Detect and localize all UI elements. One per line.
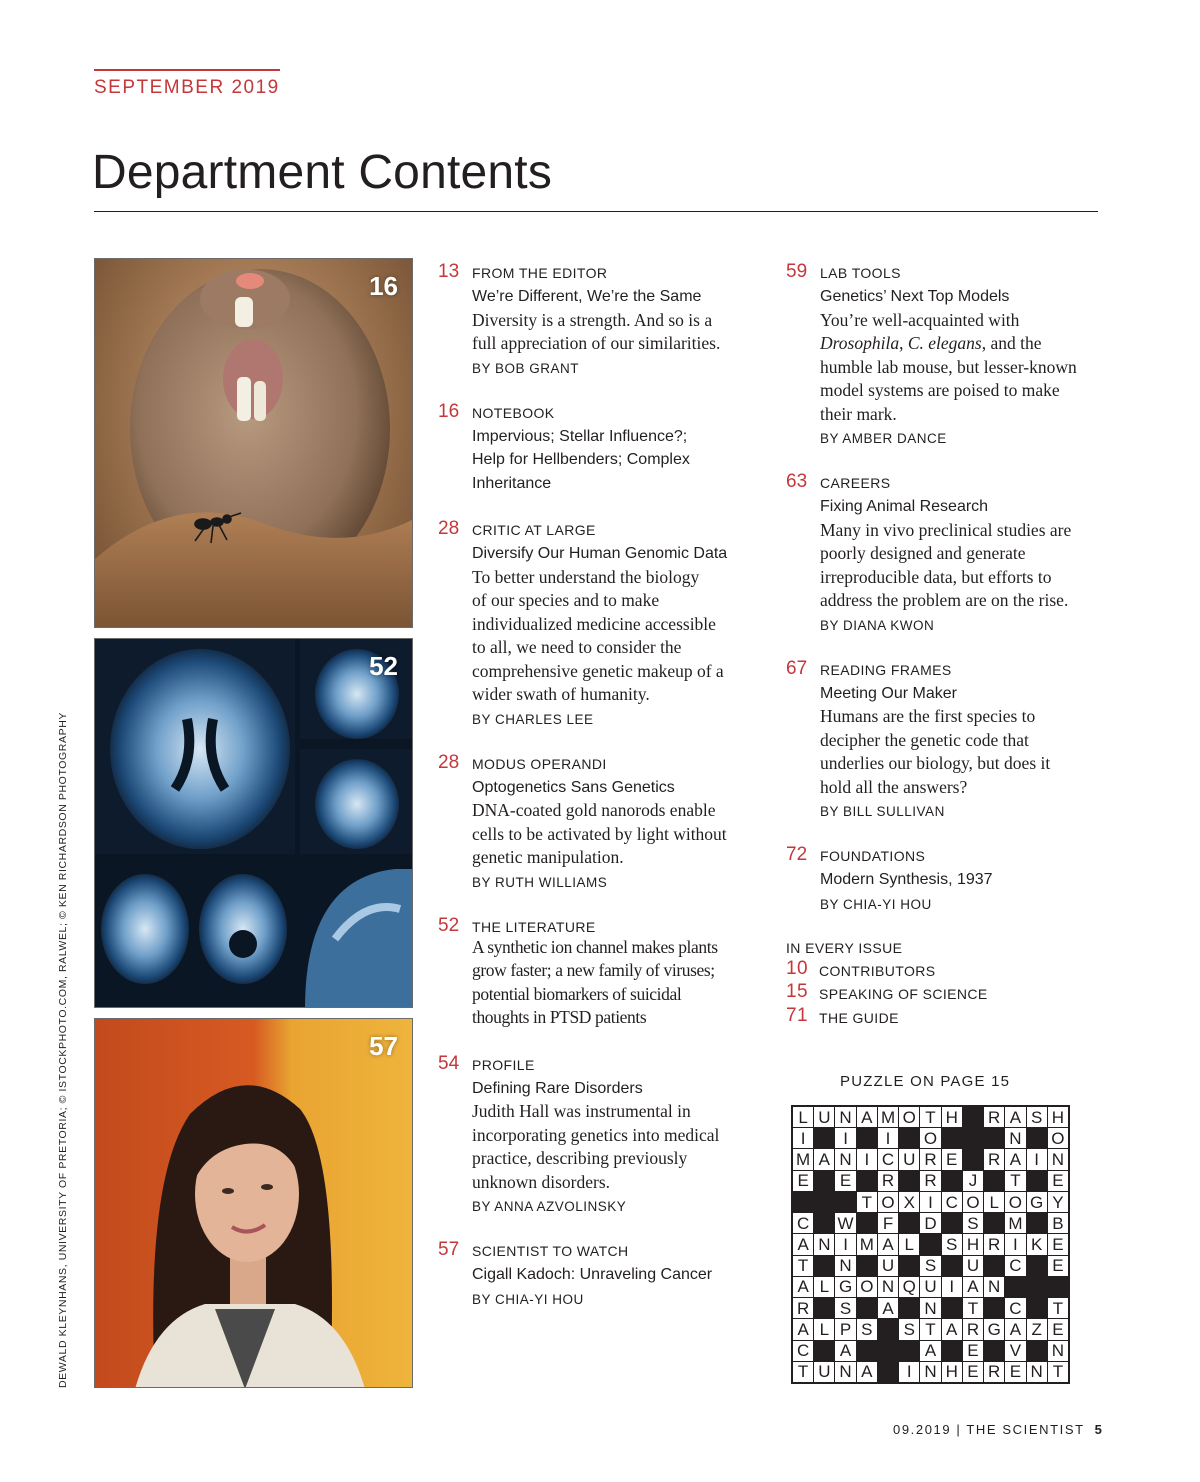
crossword-cell[interactable]: A: [814, 1149, 834, 1169]
crossword-block: [1027, 1213, 1047, 1233]
crossword-cell[interactable]: N: [1048, 1341, 1068, 1361]
article-deck: [820, 519, 1106, 613]
deck-line: full appreciation of our similarities.: [472, 333, 721, 353]
article-headline[interactable]: [472, 425, 768, 496]
crossword-cell[interactable]: E: [835, 1171, 855, 1191]
crossword-cell[interactable]: H: [1048, 1107, 1068, 1127]
deck-line: Diversity is a strength. And so is a: [472, 309, 713, 330]
department-label: FOUNDATIONS: [820, 848, 926, 864]
deck-line: wider swath of humanity.: [472, 684, 650, 704]
crossword-block: [899, 1341, 919, 1361]
crossword-cell[interactable]: O: [857, 1277, 877, 1297]
page-number: 54: [438, 1052, 460, 1074]
byline: BY BOB GRANT: [472, 360, 580, 376]
deck-line: A synthetic ion channel makes plants: [472, 936, 718, 957]
every-issue-section: [786, 940, 1106, 1031]
crossword-cell[interactable]: R: [984, 1107, 1004, 1127]
crossword-cell[interactable]: E: [1048, 1319, 1068, 1339]
crossword-block: [878, 1319, 898, 1339]
crossword-cell[interactable]: V: [1005, 1341, 1025, 1361]
byline: BY RUTH WILLIAMS: [472, 874, 608, 890]
page-number: 63: [786, 471, 808, 492]
crossword-cell[interactable]: X: [899, 1192, 919, 1212]
crossword-cell[interactable]: S: [963, 1213, 983, 1233]
deck-line: You’re well-acquainted with: [820, 309, 1020, 330]
crossword-cell[interactable]: I: [835, 1128, 855, 1148]
crossword-cell[interactable]: C: [1005, 1256, 1025, 1276]
article-headline[interactable]: Optogenetics Sans Genetics: [472, 778, 675, 796]
crossword-cell[interactable]: N: [1005, 1128, 1025, 1148]
crossword-cell[interactable]: L: [899, 1234, 919, 1254]
crossword-cell[interactable]: A: [793, 1234, 813, 1254]
deck-line: Many in vivo preclinical studies are: [820, 519, 1072, 540]
article-deck: [472, 799, 768, 870]
crossword-block: [814, 1171, 834, 1191]
byline: BY ANNA AZVOLINSKY: [472, 1199, 627, 1214]
deck-line: decipher the genetic code that: [820, 729, 1029, 750]
contents-entry-lab-tools[interactable]: [786, 261, 1106, 448]
crossword-cell[interactable]: E: [1048, 1171, 1068, 1191]
crossword-cell[interactable]: S: [1027, 1107, 1047, 1127]
crossword-block: [942, 1128, 962, 1148]
deck-line: Humans are the first species to: [820, 706, 1036, 726]
every-issue-item-the-guide[interactable]: [786, 1004, 1106, 1031]
crossword-block: [1027, 1128, 1047, 1148]
contents-column-right: [786, 261, 1106, 1030]
page-number: 59: [786, 261, 808, 282]
crossword-cell[interactable]: S: [857, 1319, 877, 1339]
contents-entry-from-the-editor[interactable]: [438, 261, 768, 378]
crossword-cell[interactable]: E: [793, 1171, 813, 1191]
page-footer: [893, 1422, 1104, 1437]
crossword-block: [857, 1256, 877, 1276]
page-number: 10: [786, 957, 808, 979]
crossword-block: [1048, 1277, 1068, 1297]
crossword-cell[interactable]: O: [899, 1107, 919, 1127]
crossword-block: [1027, 1341, 1047, 1361]
crossword-block: [857, 1341, 877, 1361]
crossword-block: [835, 1192, 855, 1212]
crossword-cell[interactable]: A: [793, 1277, 813, 1297]
crossword-cell[interactable]: I: [1005, 1234, 1025, 1254]
crossword-block: [1027, 1277, 1047, 1297]
crossword-cell[interactable]: I: [899, 1362, 919, 1382]
contents-entry-foundations[interactable]: [786, 844, 1106, 914]
crossword-cell[interactable]: A: [1005, 1319, 1025, 1339]
crossword-cell[interactable]: A: [793, 1319, 813, 1339]
crossword-cell[interactable]: R: [984, 1149, 1004, 1169]
crossword-cell[interactable]: N: [878, 1277, 898, 1297]
puzzle-title: PUZZLE ON PAGE 15: [840, 1073, 1011, 1090]
crossword-block: [942, 1341, 962, 1361]
crossword-cell[interactable]: T: [920, 1319, 940, 1339]
crossword-cell[interactable]: T: [920, 1107, 940, 1127]
every-issue-label: SPEAKING OF SCIENCE: [819, 986, 988, 1002]
article-deck: [472, 1100, 768, 1194]
crossword-cell[interactable]: R: [984, 1234, 1004, 1254]
crossword-block: [942, 1213, 962, 1233]
crossword-cell[interactable]: C: [942, 1192, 962, 1212]
crossword-cell[interactable]: U: [878, 1256, 898, 1276]
every-issue-label: THE GUIDE: [819, 1009, 899, 1026]
crossword-cell[interactable]: N: [835, 1362, 855, 1382]
crossword-block: [899, 1128, 919, 1148]
department-label: MODUS OPERANDI: [472, 755, 607, 772]
deck-line: incorporating genetics into medical: [472, 1124, 720, 1145]
crossword-block: [814, 1128, 834, 1148]
crossword-cell[interactable]: A: [878, 1298, 898, 1318]
crossword-cell[interactable]: U: [920, 1277, 940, 1297]
crossword-cell[interactable]: H: [963, 1234, 983, 1254]
crossword-block: [942, 1298, 962, 1318]
crossword-cell[interactable]: A: [857, 1107, 877, 1127]
crossword-block: [942, 1171, 962, 1191]
crossword-block: [814, 1213, 834, 1233]
crossword-cell[interactable]: C: [793, 1213, 813, 1233]
byline: BY AMBER DANCE: [820, 431, 947, 446]
page-number: 52: [438, 914, 460, 936]
crossword-cell[interactable]: N: [835, 1149, 855, 1169]
crossword-block: [814, 1298, 834, 1318]
crossword-cell[interactable]: G: [984, 1319, 1004, 1339]
crossword-block: [814, 1192, 834, 1212]
contents-entry-profile[interactable]: [438, 1052, 768, 1217]
department-label: CAREERS: [820, 475, 891, 491]
deck-line: potential biomarkers of suicidal: [472, 983, 682, 1004]
crossword-cell[interactable]: A: [878, 1234, 898, 1254]
crossword-cell[interactable]: E: [1005, 1362, 1025, 1382]
crossword-cell[interactable]: I: [878, 1128, 898, 1148]
photo-page-number: 16: [369, 271, 398, 301]
crossword-cell[interactable]: A: [920, 1341, 940, 1361]
crossword-block: [1027, 1298, 1047, 1318]
crossword-cell[interactable]: I: [793, 1128, 813, 1148]
byline: BY CHIA-YI HOU: [472, 1291, 584, 1307]
crossword-cell[interactable]: S: [920, 1256, 940, 1276]
crossword-cell[interactable]: O: [878, 1192, 898, 1212]
crossword-cell[interactable]: D: [920, 1213, 940, 1233]
department-label: NOTEBOOK: [472, 404, 555, 421]
deck-line: underlies our biology, but does it: [820, 753, 1051, 773]
crossword-block: [857, 1213, 877, 1233]
page-number: 16: [438, 400, 460, 422]
deck-line: their mark.: [820, 403, 897, 424]
crossword-cell[interactable]: L: [984, 1192, 1004, 1212]
article-headline[interactable]: Diversify Our Human Genomic Data: [472, 545, 728, 562]
crossword-grid[interactable]: [791, 1105, 1070, 1384]
page-title: Department Contents: [92, 146, 553, 199]
deck-line: to all, we need to consider the: [472, 637, 682, 657]
crossword-cell[interactable]: U: [963, 1256, 983, 1276]
crossword-cell[interactable]: K: [1027, 1234, 1047, 1254]
crossword-cell[interactable]: M: [793, 1149, 813, 1169]
deck-line: To better understand the biology: [472, 566, 700, 587]
every-issue-item-speaking-of-science[interactable]: [786, 983, 1106, 1007]
crossword-cell[interactable]: T: [1048, 1298, 1068, 1318]
headline-line: Impervious; Stellar Influence?;: [472, 427, 688, 445]
crossword-cell[interactable]: O: [963, 1192, 983, 1212]
crossword-block: [984, 1171, 1004, 1191]
page-number: 72: [786, 844, 808, 865]
crossword-cell[interactable]: S: [835, 1298, 855, 1318]
photo-credit: DEWALD KLEYNHANS, UNIVERSITY OF PRETORIA; © ISTOCKPHOTO.COM, RALWEL; © KEN RICHARDSON PHOTOGRAPHY: [57, 712, 69, 1388]
photo-page-number: 57: [369, 1031, 398, 1061]
article-headline[interactable]: We’re Different, We’re the Same: [472, 288, 702, 305]
photo-portrait[interactable]: [94, 1018, 413, 1388]
crossword-cell[interactable]: T: [793, 1256, 813, 1276]
page-number: 15: [786, 981, 808, 1002]
byline: BY CHIA-YI HOU: [820, 896, 932, 912]
article-deck: [472, 566, 768, 707]
department-label: READING FRAMES: [820, 661, 952, 678]
deck-line: model systems are poised to make: [820, 380, 1060, 400]
crossword-cell[interactable]: R: [793, 1298, 813, 1318]
department-label: SCIENTIST TO WATCH: [472, 1243, 629, 1259]
article-deck: [820, 309, 1106, 427]
deck-line: address the problem are on the rise.: [820, 590, 1069, 610]
issue-date: SEPTEMBER 2019: [94, 77, 280, 98]
crossword-block: [1027, 1256, 1047, 1276]
page-number: 71: [786, 1004, 808, 1026]
contents-entry-scientist-to-watch[interactable]: [438, 1239, 768, 1309]
deck-line: thoughts in PTSD patients: [472, 1007, 647, 1027]
page-number: 28: [438, 751, 460, 773]
deck-line: hold all the answers?: [820, 776, 968, 797]
deck-line: Judith Hall was instrumental in: [472, 1101, 691, 1121]
crossword-block: [942, 1256, 962, 1276]
crossword-block: [984, 1128, 1004, 1148]
crossword-block: [963, 1107, 983, 1127]
crossword-block: [899, 1171, 919, 1191]
crossword-cell[interactable]: P: [835, 1319, 855, 1339]
crossword-cell[interactable]: T: [1048, 1362, 1068, 1382]
crossword-block: [984, 1341, 1004, 1361]
crossword-cell[interactable]: C: [1005, 1298, 1025, 1318]
crossword-cell[interactable]: N: [835, 1256, 855, 1276]
crossword-cell[interactable]: R: [920, 1171, 940, 1191]
article-headline[interactable]: Defining Rare Disorders: [472, 1079, 643, 1097]
crossword-cell[interactable]: O: [1005, 1192, 1025, 1212]
crossword-cell[interactable]: E: [963, 1362, 983, 1382]
deck-line: DNA-coated gold nanorods enable: [472, 800, 716, 820]
contents-entry-notebook[interactable]: [438, 400, 768, 496]
page-number: 13: [438, 261, 460, 282]
crossword-cell[interactable]: A: [1005, 1107, 1025, 1127]
article-headline[interactable]: Fixing Animal Research: [820, 498, 989, 515]
crossword-cell[interactable]: L: [814, 1319, 834, 1339]
article-headline[interactable]: Cigall Kadoch: Unraveling Cancer: [472, 1266, 713, 1283]
crossword-cell[interactable]: N: [835, 1107, 855, 1127]
crossword-block: [814, 1341, 834, 1361]
crossword-cell[interactable]: Q: [899, 1277, 919, 1297]
crossword-cell[interactable]: N: [920, 1362, 940, 1382]
crossword-cell[interactable]: N: [984, 1277, 1004, 1297]
department-label: LAB TOOLS: [820, 265, 901, 281]
crossword-block: [1027, 1171, 1047, 1191]
department-label: CRITIC AT LARGE: [472, 522, 596, 538]
deck-line: practice, describing previously: [472, 1148, 688, 1168]
crossword-cell[interactable]: I: [942, 1277, 962, 1297]
crossword-cell[interactable]: T: [963, 1298, 983, 1318]
crossword-cell[interactable]: R: [984, 1362, 1004, 1382]
crossword-cell[interactable]: C: [878, 1149, 898, 1169]
issue-rule: [94, 69, 280, 71]
contents-column-middle: [438, 261, 768, 1309]
crossword-cell[interactable]: E: [963, 1341, 983, 1361]
crossword-cell[interactable]: A: [857, 1362, 877, 1382]
page-number: 28: [438, 518, 460, 539]
article-headline[interactable]: Genetics’ Next Top Models: [820, 288, 1010, 305]
crossword-cell[interactable]: J: [963, 1171, 983, 1191]
crossword-block: [963, 1149, 983, 1169]
crossword-block: [878, 1341, 898, 1361]
photo-mole-rat[interactable]: [94, 258, 413, 628]
crossword-cell[interactable]: E: [1048, 1256, 1068, 1276]
crossword-cell[interactable]: Y: [1048, 1192, 1068, 1212]
crossword-block: [814, 1256, 834, 1276]
crossword-cell[interactable]: U: [899, 1149, 919, 1169]
crossword-block: [984, 1298, 1004, 1318]
crossword-cell[interactable]: S: [899, 1319, 919, 1339]
department-label: PROFILE: [472, 1056, 535, 1073]
crossword-block: [878, 1362, 898, 1382]
crossword-block: [1005, 1277, 1025, 1297]
photo-page-number: 52: [369, 651, 398, 681]
crossword-cell[interactable]: G: [1027, 1192, 1047, 1212]
brain-scans-illustration: [95, 639, 413, 1008]
crossword-cell[interactable]: T: [793, 1362, 813, 1382]
every-issue-title: IN EVERY ISSUE: [786, 939, 903, 956]
crossword-cell[interactable]: N: [920, 1298, 940, 1318]
deck-line: comprehensive genetic makeup of a: [472, 660, 724, 681]
crossword-cell[interactable]: I: [857, 1149, 877, 1169]
byline: BY DIANA KWON: [820, 617, 935, 633]
crossword-block: [984, 1256, 1004, 1276]
crossword-cell[interactable]: I: [920, 1192, 940, 1212]
page-number: 67: [786, 657, 808, 679]
article-headline[interactable]: Modern Synthesis, 1937: [820, 871, 993, 888]
crossword-block: [793, 1192, 813, 1212]
crossword-block: [857, 1128, 877, 1148]
deck-line: poorly designed and generate: [820, 543, 1026, 563]
photo-brain-scans[interactable]: [94, 638, 413, 1008]
folio-text: 09.2019 | THE SCIENTIST: [893, 1422, 1085, 1437]
crossword-cell[interactable]: T: [1005, 1171, 1025, 1191]
crossword-cell[interactable]: R: [920, 1149, 940, 1169]
contents-entry-critic-at-large[interactable]: [438, 518, 768, 729]
crossword-cell[interactable]: N: [1048, 1149, 1068, 1169]
headline-line: Inheritance: [472, 474, 552, 492]
crossword-cell[interactable]: C: [793, 1341, 813, 1361]
crossword-cell[interactable]: I: [1027, 1149, 1047, 1169]
deck-line: humble lab mouse, but lesser-known: [820, 356, 1077, 377]
crossword-block: [899, 1213, 919, 1233]
crossword-cell[interactable]: N: [814, 1234, 834, 1254]
contents-entry-reading-frames[interactable]: [786, 657, 1106, 822]
crossword-cell[interactable]: U: [814, 1362, 834, 1382]
every-issue-item-contributors[interactable]: [786, 957, 1106, 984]
byline: BY CHARLES LEE: [472, 711, 594, 727]
crossword-cell[interactable]: M: [1005, 1213, 1025, 1233]
crossword-block: [984, 1213, 1004, 1233]
contents-entry-modus-operandi[interactable]: [438, 751, 768, 892]
folio-page-number: 5: [1094, 1422, 1104, 1437]
crossword-block: [899, 1298, 919, 1318]
crossword-block: [857, 1298, 877, 1318]
article-deck: [472, 936, 768, 1030]
crossword-cell[interactable]: R: [963, 1319, 983, 1339]
crossword-cell[interactable]: E: [942, 1149, 962, 1169]
crossword-cell[interactable]: B: [1048, 1213, 1068, 1233]
deck-line: genetic manipulation.: [472, 847, 624, 867]
deck-line: individualized medicine accessible: [472, 613, 716, 634]
crossword-cell[interactable]: R: [878, 1171, 898, 1191]
department-label: THE LITERATURE: [472, 918, 596, 935]
crossword-cell[interactable]: M: [878, 1107, 898, 1127]
crossword-cell[interactable]: O: [1048, 1128, 1068, 1148]
crossword-cell[interactable]: T: [857, 1192, 877, 1212]
crossword-cell[interactable]: G: [835, 1277, 855, 1297]
contents-entry-careers[interactable]: [786, 471, 1106, 635]
crossword-cell[interactable]: H: [942, 1362, 962, 1382]
title-rule: [94, 211, 1098, 212]
deck-line: unknown disorders.: [472, 1171, 611, 1192]
byline: BY BILL SULLIVAN: [820, 804, 945, 819]
deck-line: cells to be activated by light without: [472, 823, 727, 844]
portrait-illustration: [95, 1019, 413, 1388]
crossword-cell[interactable]: A: [1005, 1149, 1025, 1169]
deck-line: Drosophila, C. elegans, and the: [820, 333, 1042, 353]
crossword-cell[interactable]: H: [942, 1107, 962, 1127]
crossword-cell[interactable]: A: [963, 1277, 983, 1297]
crossword-block: [963, 1128, 983, 1148]
department-label: FROM THE EDITOR: [472, 265, 608, 281]
crossword-cell[interactable]: E: [1048, 1234, 1068, 1254]
crossword-cell[interactable]: L: [793, 1107, 813, 1127]
crossword-cell[interactable]: S: [942, 1234, 962, 1254]
contents-entry-the-literature[interactable]: [438, 914, 768, 1030]
page-number: 57: [438, 1239, 460, 1260]
crossword-block: [920, 1234, 940, 1254]
crossword-cell[interactable]: O: [920, 1128, 940, 1148]
crossword-cell[interactable]: U: [814, 1107, 834, 1127]
mole-rat-illustration: [95, 259, 413, 628]
article-deck: [472, 309, 768, 356]
every-issue-label: CONTRIBUTORS: [819, 962, 936, 979]
headline-line: Help for Hellbenders; Complex: [472, 451, 690, 468]
crossword-block: [857, 1171, 877, 1191]
crossword-cell[interactable]: A: [835, 1341, 855, 1361]
crossword-cell[interactable]: W: [835, 1213, 855, 1233]
crossword-cell[interactable]: L: [814, 1277, 834, 1297]
deck-line: of our species and to make: [472, 590, 660, 610]
crossword-cell[interactable]: Z: [1027, 1319, 1047, 1339]
crossword-block: [899, 1256, 919, 1276]
crossword-cell[interactable]: F: [878, 1213, 898, 1233]
crossword-cell[interactable]: I: [835, 1234, 855, 1254]
deck-line: irreproducible data, but efforts to: [820, 566, 1052, 587]
deck-line: grow faster; a new family of viruses;: [472, 960, 715, 980]
crossword-cell[interactable]: M: [857, 1234, 877, 1254]
crossword-cell[interactable]: A: [942, 1319, 962, 1339]
article-deck: [820, 705, 1106, 799]
article-headline[interactable]: Meeting Our Maker: [820, 684, 957, 702]
crossword-cell[interactable]: N: [1027, 1362, 1047, 1382]
